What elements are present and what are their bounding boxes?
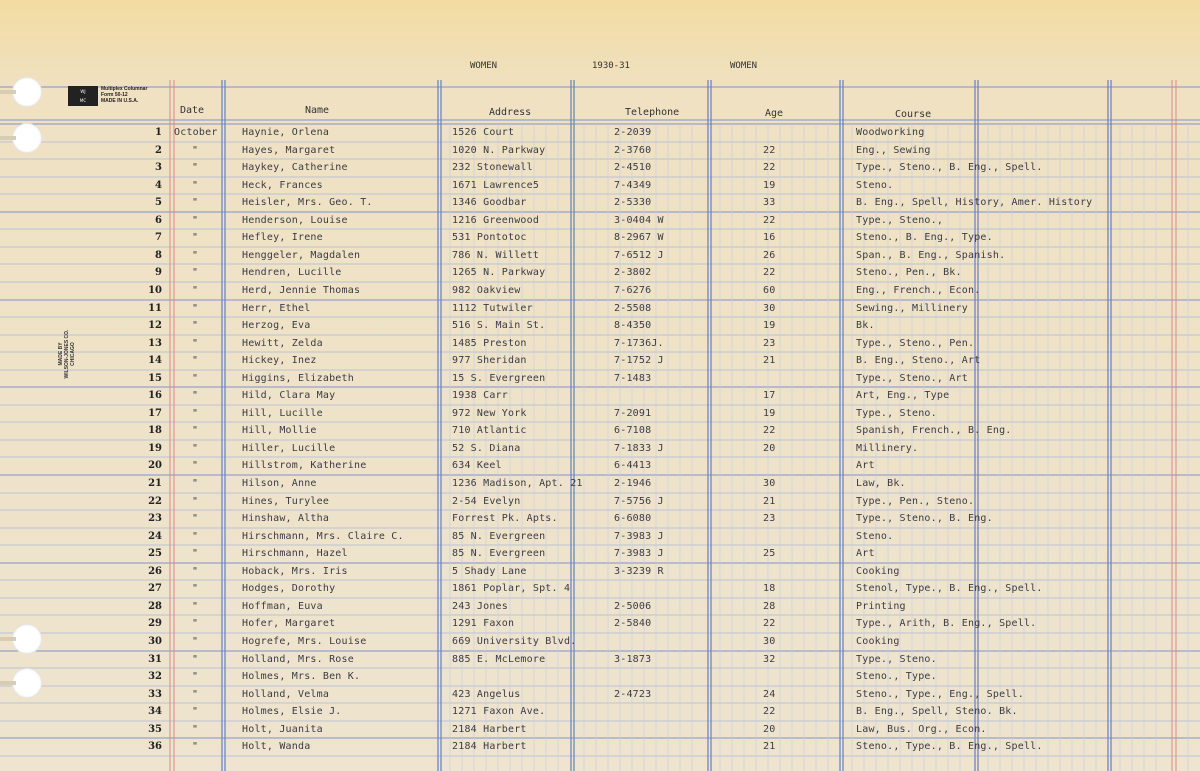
row-number: 33 bbox=[148, 689, 162, 700]
form-stamp bbox=[68, 86, 147, 106]
row-telephone: 6-4413 bbox=[614, 460, 652, 471]
row-telephone: 6-7108 bbox=[614, 425, 652, 436]
row-date: " bbox=[192, 513, 199, 524]
row-age: 19 bbox=[763, 408, 776, 419]
row-telephone: 8-2967 W bbox=[614, 232, 664, 243]
row-age: 22 bbox=[763, 425, 776, 436]
row-number: 7 bbox=[155, 232, 162, 243]
column-header-course: Course bbox=[895, 109, 932, 120]
row-number: 11 bbox=[148, 303, 162, 314]
row-course: Bk. bbox=[856, 320, 875, 331]
row-telephone: 7-6276 bbox=[614, 285, 652, 296]
row-address: 786 N. Willett bbox=[452, 250, 540, 261]
row-course: Law, Bus. Org., Econ. bbox=[856, 724, 987, 735]
row-age: 23 bbox=[763, 338, 776, 349]
row-number: 12 bbox=[148, 320, 162, 331]
row-telephone: 3-1873 bbox=[614, 654, 652, 665]
row-address: 85 N. Evergreen bbox=[452, 548, 546, 559]
row-address: 634 Keel bbox=[452, 460, 502, 471]
row-date: " bbox=[192, 671, 199, 682]
row-course: Type., Steno., bbox=[856, 215, 944, 226]
row-name: Henderson, Louise bbox=[242, 215, 348, 226]
row-age: 18 bbox=[763, 583, 776, 594]
row-age: 21 bbox=[763, 355, 776, 366]
maker-line3: CHICAGO bbox=[70, 342, 76, 366]
row-course: Art bbox=[856, 460, 875, 471]
row-telephone: 3-3239 R bbox=[614, 566, 664, 577]
row-name: Holmes, Elsie J. bbox=[242, 706, 342, 717]
row-number: 29 bbox=[148, 618, 162, 629]
row-age: 33 bbox=[763, 197, 776, 208]
row-telephone: 7-1483 bbox=[614, 373, 652, 384]
row-name: Henggeler, Magdalen bbox=[242, 250, 361, 261]
row-telephone: 3-0404 W bbox=[614, 215, 664, 226]
row-number: 34 bbox=[148, 706, 162, 717]
row-name: Holmes, Mrs. Ben K. bbox=[242, 671, 361, 682]
row-address: 531 Pontotoc bbox=[452, 232, 527, 243]
row-date: " bbox=[192, 303, 199, 314]
row-address: 2-54 Evelyn bbox=[452, 496, 521, 507]
maker-line2: WILSON-JONES CO. bbox=[64, 329, 70, 379]
row-date: " bbox=[192, 145, 199, 156]
row-address: 1485 Preston bbox=[452, 338, 527, 349]
row-date: " bbox=[192, 566, 199, 577]
row-age: 22 bbox=[763, 162, 776, 173]
row-course: Steno. bbox=[856, 531, 894, 542]
row-date: " bbox=[192, 267, 199, 278]
row-number: 9 bbox=[155, 267, 162, 278]
row-address: 1526 Court bbox=[452, 127, 515, 138]
row-course: Type., Steno., B. Eng., Spell. bbox=[856, 162, 1043, 173]
row-course: Steno., Pen., Bk. bbox=[856, 267, 962, 278]
row-number: 10 bbox=[148, 285, 162, 296]
row-age: 23 bbox=[763, 513, 776, 524]
row-course: Art bbox=[856, 548, 875, 559]
maker-imprint bbox=[58, 322, 76, 386]
row-name: Hefley, Irene bbox=[242, 232, 323, 243]
row-telephone: 7-6512 J bbox=[614, 250, 664, 261]
row-date: " bbox=[192, 583, 199, 594]
row-course: Steno., Type., Eng., Spell. bbox=[856, 689, 1024, 700]
row-number: 18 bbox=[148, 425, 162, 436]
row-course: Span., B. Eng., Spanish. bbox=[856, 250, 1006, 261]
row-address: 1236 Madison, Apt. 21 bbox=[452, 478, 583, 489]
row-course: Type., Steno. bbox=[856, 408, 937, 419]
row-date: " bbox=[192, 636, 199, 647]
row-address: 885 E. McLemore bbox=[452, 654, 546, 665]
row-number: 19 bbox=[148, 443, 162, 454]
row-date: " bbox=[192, 741, 199, 752]
row-address: 52 S. Diana bbox=[452, 443, 521, 454]
row-date: " bbox=[192, 706, 199, 717]
row-telephone: 2-4723 bbox=[614, 689, 652, 700]
row-number: 35 bbox=[148, 724, 162, 735]
row-name: Hillstrom, Katherine bbox=[242, 460, 367, 471]
row-course: Steno., Type. bbox=[856, 671, 937, 682]
row-number: 23 bbox=[148, 513, 162, 524]
row-number: 24 bbox=[148, 531, 162, 542]
row-telephone: 2-5840 bbox=[614, 618, 652, 629]
row-date: " bbox=[192, 232, 199, 243]
row-date: " bbox=[192, 250, 199, 261]
row-name: Holt, Juanita bbox=[242, 724, 323, 735]
row-age: 26 bbox=[763, 250, 776, 261]
row-name: Hiller, Lucille bbox=[242, 443, 336, 454]
row-address: 423 Angelus bbox=[452, 689, 521, 700]
row-number: 14 bbox=[148, 355, 162, 366]
row-number: 21 bbox=[148, 478, 162, 489]
row-address: 982 Oakview bbox=[452, 285, 521, 296]
row-number: 2 bbox=[155, 145, 162, 156]
stamp-line2: Form 50-12 bbox=[101, 92, 128, 98]
row-age: 17 bbox=[763, 390, 776, 401]
row-address: 972 New York bbox=[452, 408, 527, 419]
row-telephone: 7-4349 bbox=[614, 180, 652, 191]
row-date: " bbox=[192, 162, 199, 173]
row-name: Hickey, Inez bbox=[242, 355, 317, 366]
row-telephone: 7-1752 J bbox=[614, 355, 664, 366]
row-number: 25 bbox=[148, 548, 162, 559]
row-date: " bbox=[192, 285, 199, 296]
wilson-jones-logo: WJ MC bbox=[68, 86, 98, 106]
row-age: 19 bbox=[763, 180, 776, 191]
row-date: " bbox=[192, 320, 199, 331]
row-date: " bbox=[192, 724, 199, 735]
row-telephone: 2-3802 bbox=[614, 267, 652, 278]
row-course: B. Eng., Steno., Art bbox=[856, 355, 981, 366]
row-course: Law, Bk. bbox=[856, 478, 906, 489]
row-course: Cooking bbox=[856, 566, 900, 577]
row-date: " bbox=[192, 618, 199, 629]
row-name: Hoback, Mrs. Iris bbox=[242, 566, 348, 577]
row-name: Hoffman, Euva bbox=[242, 601, 323, 612]
row-telephone: 7-3983 J bbox=[614, 531, 664, 542]
row-name: Heck, Frances bbox=[242, 180, 323, 191]
row-course: Spanish, French., B. Eng. bbox=[856, 425, 1012, 436]
row-name: Haykey, Catherine bbox=[242, 162, 348, 173]
row-telephone: 2-1946 bbox=[614, 478, 652, 489]
row-age: 22 bbox=[763, 145, 776, 156]
row-age: 20 bbox=[763, 443, 776, 454]
row-address: 1265 N. Parkway bbox=[452, 267, 546, 278]
row-address: 1216 Greenwood bbox=[452, 215, 540, 226]
row-name: Haynie, Orlena bbox=[242, 127, 330, 138]
row-number: 17 bbox=[148, 408, 162, 419]
column-header-telephone: Telephone bbox=[625, 107, 680, 118]
row-age: 30 bbox=[763, 303, 776, 314]
row-number: 28 bbox=[148, 601, 162, 612]
row-telephone: 7-3983 J bbox=[614, 548, 664, 559]
row-address: 243 Jones bbox=[452, 601, 508, 612]
row-telephone: 2-4510 bbox=[614, 162, 652, 173]
row-date: " bbox=[192, 689, 199, 700]
row-number: 36 bbox=[148, 741, 162, 752]
binder-hole bbox=[12, 624, 42, 654]
row-date: " bbox=[192, 197, 199, 208]
row-address: 1861 Poplar, Spt. 4 bbox=[452, 583, 571, 594]
row-address: 710 Atlantic bbox=[452, 425, 527, 436]
row-date: " bbox=[192, 548, 199, 559]
row-number: 32 bbox=[148, 671, 162, 682]
row-course: Steno. bbox=[856, 180, 894, 191]
row-number: 3 bbox=[155, 162, 162, 173]
row-age: 28 bbox=[763, 601, 776, 612]
header-women-left: WOMEN bbox=[470, 61, 498, 71]
row-address: 85 N. Evergreen bbox=[452, 531, 546, 542]
binder-hole bbox=[12, 77, 42, 107]
row-name: Hewitt, Zelda bbox=[242, 338, 323, 349]
row-name: Herzog, Eva bbox=[242, 320, 311, 331]
row-course: Printing bbox=[856, 601, 906, 612]
row-address: 1112 Tutwiler bbox=[452, 303, 533, 314]
row-number: 6 bbox=[155, 215, 162, 226]
row-address: 2184 Harbert bbox=[452, 724, 527, 735]
row-address: 516 S. Main St. bbox=[452, 320, 546, 331]
row-course: Steno., Type., B. Eng., Spell. bbox=[856, 741, 1043, 752]
row-date: October bbox=[174, 127, 218, 138]
row-telephone: 2-5330 bbox=[614, 197, 652, 208]
row-name: Herr, Ethel bbox=[242, 303, 311, 314]
row-number: 15 bbox=[148, 373, 162, 384]
row-course: Steno., B. Eng., Type. bbox=[856, 232, 993, 243]
row-name: Hines, Turylee bbox=[242, 496, 330, 507]
row-course: Millinery. bbox=[856, 443, 919, 454]
row-name: Hild, Clara May bbox=[242, 390, 336, 401]
row-number: 31 bbox=[148, 654, 162, 665]
row-course: Eng., French., Econ. bbox=[856, 285, 981, 296]
row-course: Type., Pen., Steno. bbox=[856, 496, 975, 507]
row-name: Hinshaw, Altha bbox=[242, 513, 330, 524]
binder-hole bbox=[12, 668, 42, 698]
row-name: Holland, Velma bbox=[242, 689, 330, 700]
row-course: Sewing., Millinery bbox=[856, 303, 968, 314]
row-age: 16 bbox=[763, 232, 776, 243]
row-number: 26 bbox=[148, 566, 162, 577]
row-name: Hill, Lucille bbox=[242, 408, 323, 419]
row-address: 1271 Faxon Ave. bbox=[452, 706, 546, 717]
column-header-age: Age bbox=[765, 108, 784, 119]
row-address: 5 Shady Lane bbox=[452, 566, 527, 577]
row-number: 27 bbox=[148, 583, 162, 594]
row-course: Type., Steno., Art bbox=[856, 373, 968, 384]
row-date: " bbox=[192, 443, 199, 454]
row-course: Eng., Sewing bbox=[856, 145, 931, 156]
row-name: Higgins, Elizabeth bbox=[242, 373, 354, 384]
row-address: 1346 Goodbar bbox=[452, 197, 527, 208]
row-address: 232 Stonewall bbox=[452, 162, 533, 173]
row-course: B. Eng., Spell, History, Amer. History bbox=[856, 197, 1093, 208]
row-course: Art, Eng., Type bbox=[856, 390, 950, 401]
row-age: 30 bbox=[763, 478, 776, 489]
row-course: Type., Steno., Pen. bbox=[856, 338, 975, 349]
stamp-line3: MADE IN U.S.A. bbox=[101, 98, 139, 104]
row-number: 8 bbox=[155, 250, 162, 261]
row-name: Hill, Mollie bbox=[242, 425, 317, 436]
row-number: 22 bbox=[148, 496, 162, 507]
row-age: 21 bbox=[763, 496, 776, 507]
row-course: Type., Arith, B. Eng., Spell. bbox=[856, 618, 1037, 629]
row-name: Hodges, Dorothy bbox=[242, 583, 336, 594]
row-telephone: 2-2039 bbox=[614, 127, 652, 138]
row-address: 669 University Blvd. bbox=[452, 636, 577, 647]
maker-line1: MADE BY bbox=[58, 342, 64, 366]
row-telephone: 7-1833 J bbox=[614, 443, 664, 454]
row-telephone: 2-5006 bbox=[614, 601, 652, 612]
binder-hole bbox=[12, 123, 42, 153]
row-course: Type., Steno. bbox=[856, 654, 937, 665]
column-header-address: Address bbox=[489, 107, 532, 118]
row-number: 30 bbox=[148, 636, 162, 647]
row-telephone: 2-3760 bbox=[614, 145, 652, 156]
row-age: 22 bbox=[763, 215, 776, 226]
row-name: Holland, Mrs. Rose bbox=[242, 654, 354, 665]
row-date: " bbox=[192, 338, 199, 349]
row-age: 25 bbox=[763, 548, 776, 559]
row-date: " bbox=[192, 478, 199, 489]
row-date: " bbox=[192, 496, 199, 507]
row-name: Hirschmann, Hazel bbox=[242, 548, 348, 559]
row-telephone: 7-1736J. bbox=[614, 338, 664, 349]
row-course: Cooking bbox=[856, 636, 900, 647]
row-name: Hirschmann, Mrs. Claire C. bbox=[242, 531, 404, 542]
header-year: 1930-31 bbox=[592, 61, 630, 71]
row-date: " bbox=[192, 180, 199, 191]
row-name: Hofer, Margaret bbox=[242, 618, 336, 629]
row-telephone: 8-4350 bbox=[614, 320, 652, 331]
row-name: Herd, Jennie Thomas bbox=[242, 285, 361, 296]
row-age: 22 bbox=[763, 618, 776, 629]
row-date: " bbox=[192, 601, 199, 612]
row-age: 30 bbox=[763, 636, 776, 647]
row-address: 1020 N. Parkway bbox=[452, 145, 546, 156]
row-age: 19 bbox=[763, 320, 776, 331]
row-address: 1291 Faxon bbox=[452, 618, 515, 629]
row-number: 5 bbox=[155, 197, 162, 208]
row-name: Hayes, Margaret bbox=[242, 145, 336, 156]
row-date: " bbox=[192, 215, 199, 226]
row-number: 20 bbox=[148, 460, 162, 471]
row-course: Woodworking bbox=[856, 127, 925, 138]
row-date: " bbox=[192, 460, 199, 471]
row-address: 977 Sheridan bbox=[452, 355, 527, 366]
row-course: Stenol, Type., B. Eng., Spell. bbox=[856, 583, 1043, 594]
row-age: 22 bbox=[763, 706, 776, 717]
row-number: 4 bbox=[155, 180, 162, 191]
row-date: " bbox=[192, 531, 199, 542]
row-number: 16 bbox=[148, 390, 162, 401]
row-date: " bbox=[192, 408, 199, 419]
row-telephone: 7-2091 bbox=[614, 408, 652, 419]
row-address: Forrest Pk. Apts. bbox=[452, 513, 558, 524]
row-name: Hogrefe, Mrs. Louise bbox=[242, 636, 367, 647]
row-date: " bbox=[192, 425, 199, 436]
row-course: B. Eng., Spell, Steno. Bk. bbox=[856, 706, 1018, 717]
stamp-line1: Multiplex Columnar bbox=[101, 86, 148, 92]
row-date: " bbox=[192, 654, 199, 665]
row-age: 24 bbox=[763, 689, 776, 700]
row-address: 15 S. Evergreen bbox=[452, 373, 546, 384]
row-age: 32 bbox=[763, 654, 776, 665]
row-number: 13 bbox=[148, 338, 162, 349]
row-name: Holt, Wanda bbox=[242, 741, 311, 752]
row-name: Hendren, Lucille bbox=[242, 267, 342, 278]
row-telephone: 2-5508 bbox=[614, 303, 652, 314]
header-women-right: WOMEN bbox=[730, 61, 758, 71]
row-telephone: 7-5756 J bbox=[614, 496, 664, 507]
row-age: 20 bbox=[763, 724, 776, 735]
row-address: 1938 Carr bbox=[452, 390, 508, 401]
row-date: " bbox=[192, 390, 199, 401]
row-name: Heisler, Mrs. Geo. T. bbox=[242, 197, 373, 208]
row-telephone: 6-6080 bbox=[614, 513, 652, 524]
row-date: " bbox=[192, 373, 199, 384]
column-header-date: Date bbox=[180, 105, 205, 116]
row-date: " bbox=[192, 355, 199, 366]
column-header-name: Name bbox=[305, 105, 330, 116]
row-course: Type., Steno., B. Eng. bbox=[856, 513, 993, 524]
row-age: 21 bbox=[763, 741, 776, 752]
row-address: 1671 Lawrence5 bbox=[452, 180, 540, 191]
row-name: Hilson, Anne bbox=[242, 478, 317, 489]
row-number: 1 bbox=[155, 127, 162, 138]
row-age: 22 bbox=[763, 267, 776, 278]
row-address: 2184 Harbert bbox=[452, 741, 527, 752]
row-age: 60 bbox=[763, 285, 776, 296]
